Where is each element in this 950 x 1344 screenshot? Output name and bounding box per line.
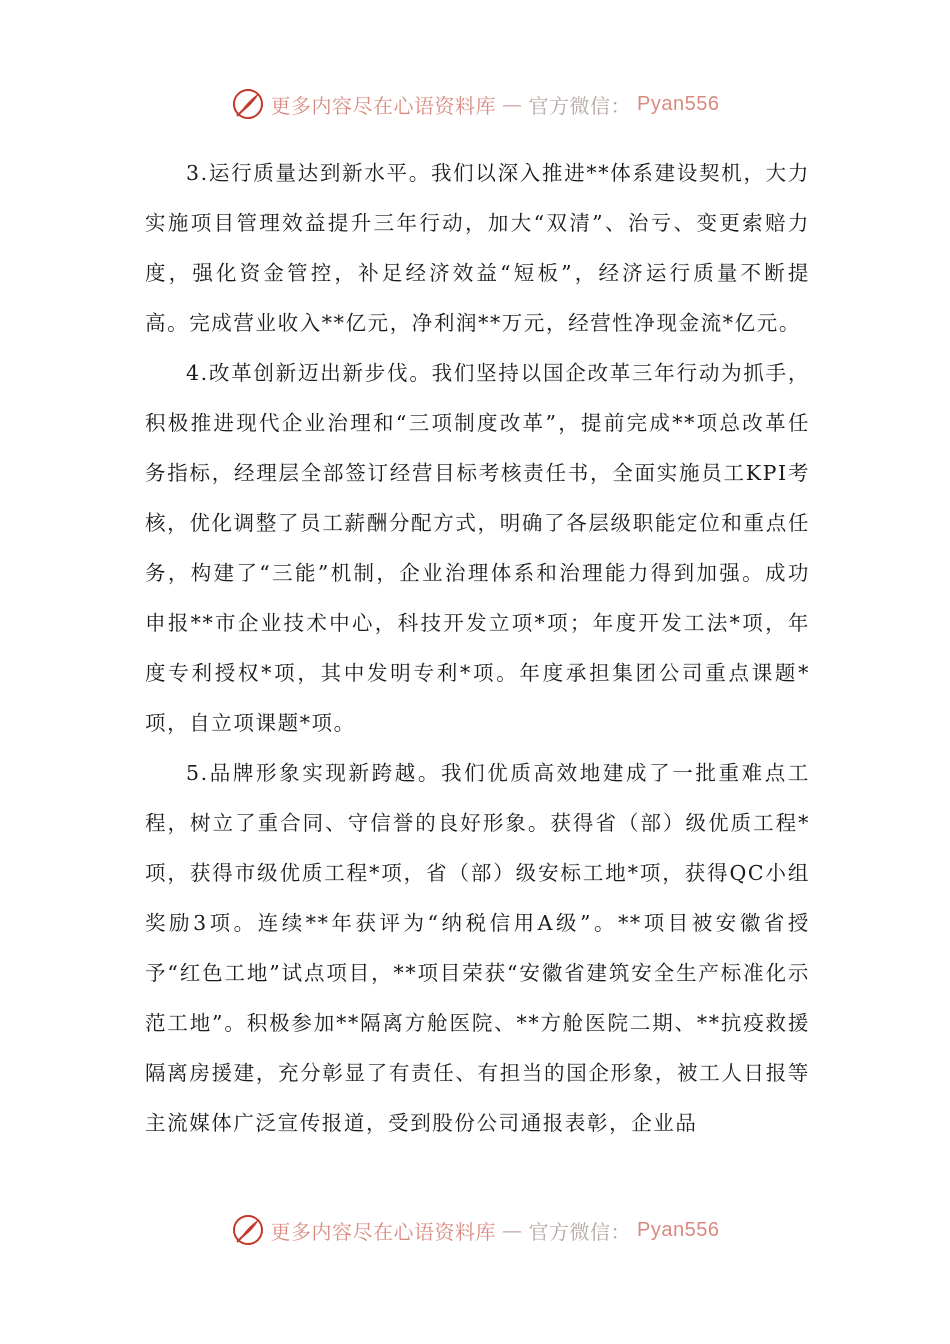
paragraph-4: 4.改革创新迈出新步伐。我们坚持以国企改革三年行动为抓手，积极推进现代企业治理和“三项制度改革”，提前完成**项总改革任务指标，经理层全部签订经营目标考核责任书，全面实施员工KPI考核，优化调整了员工薪酬分配方式，明确了各层级职能定位和重点任务，构建了“三能”机制，企业治理体系和治理能力得到加强。成功申报**市企业技术中心，科技开发立项*项；年度开发工法*项，年度专利授权*项，其中发明专利*项。年度承担集团公司重点课题*项，自立项课题*项。 bbox=[145, 361, 810, 735]
watermark-header bbox=[0, 84, 950, 124]
quill-logo-icon bbox=[231, 87, 265, 121]
watermark-brand: 更多内容尽在心语资料库 bbox=[270, 1219, 497, 1244]
watermark-brand: 更多内容尽在心语资料库 bbox=[270, 93, 497, 118]
watermark-official-label: 官方微信： bbox=[528, 1219, 632, 1244]
watermark-wechat-id: Pyan556 bbox=[637, 1218, 720, 1241]
watermark-separator: — bbox=[502, 1218, 523, 1242]
watermark-wechat-id: Pyan556 bbox=[637, 92, 720, 115]
paragraph-3: 3.运行质量达到新水平。我们以深入推进**体系建设契机，大力实施项目管理效益提升三年行动，加大“双清”、治亏、变更索赔力度，强化资金管控，补足经济效益“短板”，经济运行质量不断提高。完成营业收入**亿元，净利润**万元，经营性净现金流*亿元。 bbox=[145, 161, 810, 335]
watermark-footer bbox=[0, 1210, 950, 1250]
watermark-separator: — bbox=[502, 92, 523, 116]
quill-logo-icon bbox=[231, 1213, 265, 1247]
watermark-official-label: 官方微信： bbox=[528, 93, 632, 118]
paragraph-5: 5.品牌形象实现新跨越。我们优质高效地建成了一批重难点工程，树立了重合同、守信誉的良好形象。获得省（部）级优质工程*项，获得市级优质工程*项，省（部）级安标工地*项，获得QC小组奖励3项。连续**年获评为“纳税信用A级”。**项目被安徽省授予“红色工地”试点项目，**项目荣获“安徽省建筑安全生产标准化示范工地”。积极参加**隔离方舱医院、**方舱医院二期、**抗疫救援隔离房援建，充分彰显了有责任、有担当的国企形象，被工人日报等主流媒体广泛宣传报道，受到股份公司通报表彰，企业品 bbox=[145, 761, 810, 1135]
document-body bbox=[145, 148, 810, 1148]
